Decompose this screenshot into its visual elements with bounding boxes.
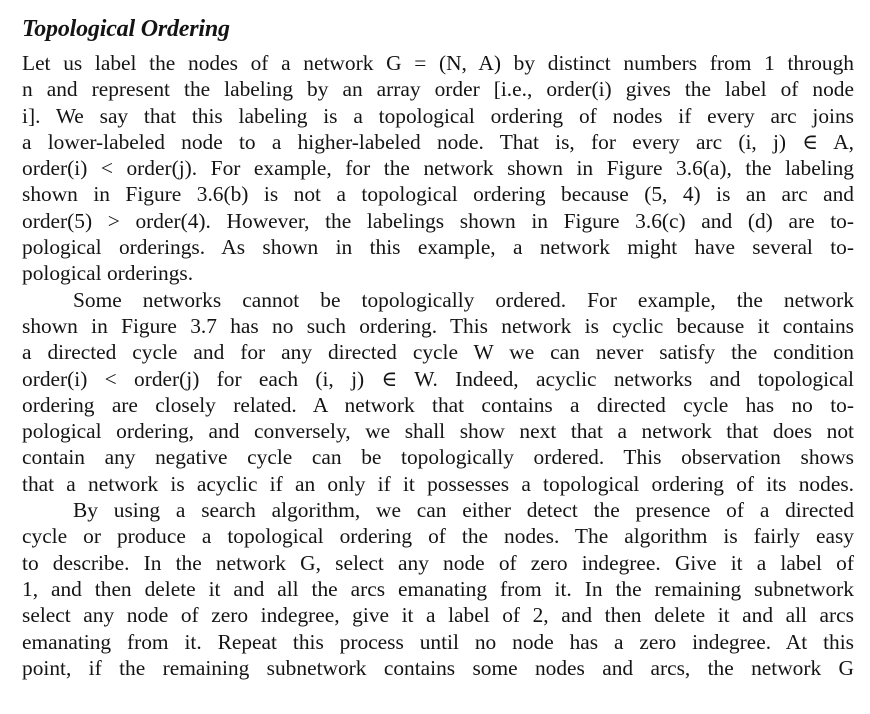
text-line: select any node of zero indegree, give it a label of 2, and then delete it and all arcs [22, 603, 854, 628]
text-line: emanating from it. Repeat this process until no node has a zero indegree. At this [22, 629, 854, 654]
text-line: order(i) < order(j) for each (i, j) ∈ W. Indeed, acyclic networks and topological [22, 366, 854, 391]
text-line: Some networks cannot be topologically ordered. For example, the network [73, 287, 854, 312]
text-line: pological ordering, and conversely, we shall show next that a network that does not [22, 419, 854, 444]
text-line: pological orderings. As shown in this example, a network might have several to- [22, 235, 854, 260]
section-heading: Topological Ordering [22, 16, 230, 42]
paragraph-2 [22, 287, 854, 497]
text-line: shown in Figure 3.6(b) is not a topological ordering because (5, 4) is an arc and [22, 182, 854, 207]
text-line: that a network is acyclic if an only if it possesses a topological ordering of its nodes. [22, 471, 854, 496]
paragraph-1 [22, 50, 854, 287]
text-line: n and represent the labeling by an array order [i.e., order(i) gives the label of node [22, 77, 854, 102]
text-line: 1, and then delete it and all the arcs emanating from it. In the remaining subnetwork [22, 576, 854, 601]
text-line: ordering are closely related. A network that contains a directed cycle has no to- [22, 392, 854, 417]
text-line: shown in Figure 3.7 has no such ordering. This network is cyclic because it contains [22, 313, 854, 338]
text-line: Let us label the nodes of a network G = (N, A) by distinct numbers from 1 through [22, 51, 854, 75]
text-line: a lower-labeled node to a higher-labeled node. That is, for every arc (i, j) ∈ A, [22, 129, 854, 154]
text-line: to describe. In the network G, select any node of zero indegree. Give it a label of [22, 550, 854, 575]
text-line: order(i) < order(j). For example, for the network shown in Figure 3.6(a), the labeling [22, 156, 854, 181]
text-line: point, if the remaining subnetwork contains some nodes and arcs, the network G [22, 655, 854, 680]
text-line: a directed cycle and for any directed cycle W we can never satisfy the condition [22, 340, 854, 365]
text-line: order(5) > order(4). However, the labelings shown in Figure 3.6(c) and (d) are to- [22, 208, 854, 233]
text-line: pological orderings. [22, 261, 194, 286]
text-line: contain any negative cycle can be topologically ordered. This observation shows [22, 445, 854, 470]
text-line: cycle or produce a topological ordering of the nodes. The algorithm is fairly easy [22, 524, 854, 549]
paragraph-3 [22, 497, 854, 681]
text-line: By using a search algorithm, we can either detect the presence of a directed [73, 498, 854, 523]
text-line: i]. We say that this labeling is a topological ordering of nodes if every arc joins [22, 103, 854, 128]
